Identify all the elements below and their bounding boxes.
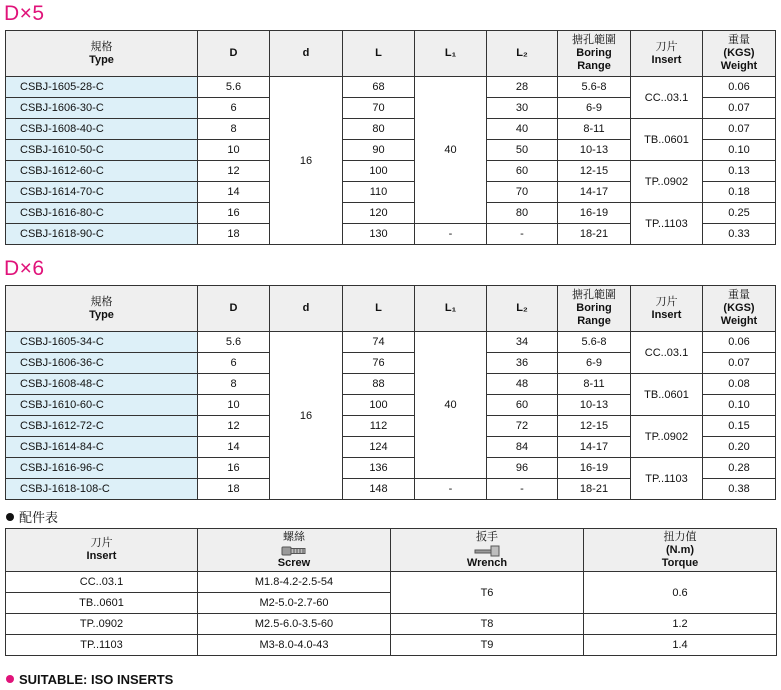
cell-L2: 72 [487,416,558,437]
cell-L: 90 [343,140,415,161]
table-row [6,332,776,353]
cell-L2: 50 [487,140,558,161]
cell-L1: - [415,479,487,500]
cell-L: 130 [343,224,415,245]
cell-screw: M1.8-4.2-2.5-54 [198,572,391,593]
cell-wrench: T8 [391,614,584,635]
cell-range: 16-19 [558,203,631,224]
cell-D: 8 [198,374,270,395]
table-row [6,119,776,140]
cell-L2: 80 [487,203,558,224]
cell-L2: - [487,224,558,245]
table-row [6,203,776,224]
cell-range: 14-17 [558,182,631,203]
col-type: 規格 Type [6,286,198,332]
wrench-icon [474,545,500,557]
cell-type: CSBJ-1616-96-C [6,458,198,479]
col-boring-range: 搪孔範圍 Boring Range [558,286,631,332]
cell-L: 110 [343,182,415,203]
cell-type: CSBJ-1606-36-C [6,353,198,374]
cell-weight: 0.33 [703,224,776,245]
cell-L: 70 [343,98,415,119]
cell-L2: - [487,479,558,500]
cell-range: 14-17 [558,437,631,458]
cell-torque: 0.6 [584,572,777,614]
cell-insert: CC..03.1 [631,332,703,374]
cell-range: 16-19 [558,458,631,479]
cell-D: 5.6 [198,77,270,98]
cell-weight: 0.06 [703,77,776,98]
cell-type: CSBJ-1610-50-C [6,140,198,161]
cell-weight: 0.38 [703,479,776,500]
spec-table-dx5 [5,30,776,245]
cell-weight: 0.13 [703,161,776,182]
col-insert: 刀片 Insert [631,31,703,77]
bullet-icon [6,513,14,521]
cell-insert: TB..0601 [631,119,703,161]
cell-L2: 28 [487,77,558,98]
cell-L: 124 [343,437,415,458]
cell-D: 18 [198,479,270,500]
col-boring-range: 搪孔範圍 Boring Range [558,31,631,77]
cell-D: 12 [198,416,270,437]
table-header-row [6,31,776,77]
cell-type: CSBJ-1608-40-C [6,119,198,140]
cell-type: CSBJ-1618-90-C [6,224,198,245]
col-L2: L₂ [487,31,558,77]
accessories-heading: 配件表 [6,507,58,526]
cell-insert: CC..03.1 [6,572,198,593]
screw-icon [281,545,307,557]
cell-weight: 0.28 [703,458,776,479]
cell-L2: 36 [487,353,558,374]
col-L1: L₁ [415,31,487,77]
table-header-row [6,286,776,332]
col-D: D [198,31,270,77]
table-header-row [6,529,777,572]
cell-wrench: T9 [391,635,584,656]
cell-L2: 30 [487,98,558,119]
cell-weight: 0.06 [703,332,776,353]
cell-type: CSBJ-1614-84-C [6,437,198,458]
cell-D: 6 [198,98,270,119]
cell-type: CSBJ-1618-108-C [6,479,198,500]
cell-weight: 0.18 [703,182,776,203]
cell-D: 10 [198,395,270,416]
cell-weight: 0.10 [703,395,776,416]
cell-weight: 0.15 [703,416,776,437]
cell-D: 12 [198,161,270,182]
section-title-dx5: D×5 [4,2,45,25]
col-L2: L₂ [487,286,558,332]
cell-L2: 60 [487,395,558,416]
cell-D: 14 [198,182,270,203]
cell-L: 80 [343,119,415,140]
cell-insert: TP..0902 [6,614,198,635]
table-row [6,572,777,593]
cell-L2: 70 [487,182,558,203]
cell-L2: 34 [487,332,558,353]
col-L: L [343,286,415,332]
cell-range: 10-13 [558,395,631,416]
cell-range: 8-11 [558,119,631,140]
cell-insert: TP..0902 [631,416,703,458]
bullet-icon [6,675,14,683]
cell-weight: 0.07 [703,353,776,374]
cell-L: 68 [343,77,415,98]
cell-D: 16 [198,458,270,479]
cell-range: 12-15 [558,416,631,437]
cell-type: CSBJ-1616-80-C [6,203,198,224]
cell-insert: TP..1103 [631,458,703,500]
cell-weight: 0.07 [703,119,776,140]
col-L1: L₁ [415,286,487,332]
cell-d-merged: 16 [270,332,343,500]
cell-range: 6-9 [558,98,631,119]
cell-L2: 48 [487,374,558,395]
spec-table-dx6 [5,285,776,500]
cell-d-merged: 16 [270,77,343,245]
cell-screw: M2-5.0-2.7-60 [198,593,391,614]
cell-screw: M3-8.0-4.0-43 [198,635,391,656]
cell-torque: 1.4 [584,635,777,656]
cell-type: CSBJ-1612-72-C [6,416,198,437]
cell-range: 18-21 [558,479,631,500]
cell-screw: M2.5-6.0-3.5-60 [198,614,391,635]
table-row [6,635,777,656]
col-wrench: 扳手 Wrench [391,529,584,572]
table-row [6,161,776,182]
cell-L: 112 [343,416,415,437]
accessories-table [5,528,777,656]
cell-D: 18 [198,224,270,245]
cell-L: 148 [343,479,415,500]
table-row [6,614,777,635]
cell-L: 136 [343,458,415,479]
col-D: D [198,286,270,332]
cell-L2: 40 [487,119,558,140]
cell-type: CSBJ-1610-60-C [6,395,198,416]
col-torque: 扭力值 (N.m) Torque [584,529,777,572]
cell-L: 120 [343,203,415,224]
cell-D: 10 [198,140,270,161]
cell-type: CSBJ-1608-48-C [6,374,198,395]
cell-L: 76 [343,353,415,374]
cell-type: CSBJ-1612-60-C [6,161,198,182]
cell-insert: TB..0601 [6,593,198,614]
col-d: d [270,286,343,332]
cell-D: 16 [198,203,270,224]
cell-weight: 0.25 [703,203,776,224]
cell-torque: 1.2 [584,614,777,635]
cell-range: 5.6-8 [558,77,631,98]
section-title-dx6: D×6 [4,257,45,280]
col-type: 規格 Type [6,31,198,77]
suitable-note: SUITABLE: ISO INSERTS [6,672,173,687]
col-insert: 刀片 Insert [6,529,198,572]
cell-L1-merged: 40 [415,77,487,224]
table-row [6,458,776,479]
cell-D: 14 [198,437,270,458]
cell-L: 88 [343,374,415,395]
cell-D: 8 [198,119,270,140]
cell-insert: TP..1103 [6,635,198,656]
table-row [6,374,776,395]
col-d: d [270,31,343,77]
cell-range: 6-9 [558,353,631,374]
cell-range: 8-11 [558,374,631,395]
cell-range: 5.6-8 [558,332,631,353]
cell-weight: 0.08 [703,374,776,395]
cell-insert: TP..0902 [631,161,703,203]
cell-weight: 0.20 [703,437,776,458]
cell-D: 6 [198,353,270,374]
col-screw: 螺絲 Screw [198,529,391,572]
cell-L1-merged: 40 [415,332,487,479]
cell-L: 100 [343,161,415,182]
cell-type: CSBJ-1606-30-C [6,98,198,119]
cell-insert: CC..03.1 [631,77,703,119]
col-L: L [343,31,415,77]
cell-type: CSBJ-1605-34-C [6,332,198,353]
cell-L: 74 [343,332,415,353]
cell-D: 5.6 [198,332,270,353]
cell-type: CSBJ-1614-70-C [6,182,198,203]
cell-range: 10-13 [558,140,631,161]
cell-insert: TP..1103 [631,203,703,245]
table-row [6,77,776,98]
cell-range: 18-21 [558,224,631,245]
col-weight: 重量 (KGS) Weight [703,31,776,77]
cell-insert: TB..0601 [631,374,703,416]
cell-L2: 84 [487,437,558,458]
table-row [6,416,776,437]
cell-L: 100 [343,395,415,416]
cell-wrench: T6 [391,572,584,614]
col-insert: 刀片 Insert [631,286,703,332]
cell-range: 12-15 [558,161,631,182]
col-weight: 重量 (KGS) Weight [703,286,776,332]
cell-L2: 96 [487,458,558,479]
cell-L2: 60 [487,161,558,182]
cell-weight: 0.07 [703,98,776,119]
cell-weight: 0.10 [703,140,776,161]
cell-type: CSBJ-1605-28-C [6,77,198,98]
cell-L1: - [415,224,487,245]
